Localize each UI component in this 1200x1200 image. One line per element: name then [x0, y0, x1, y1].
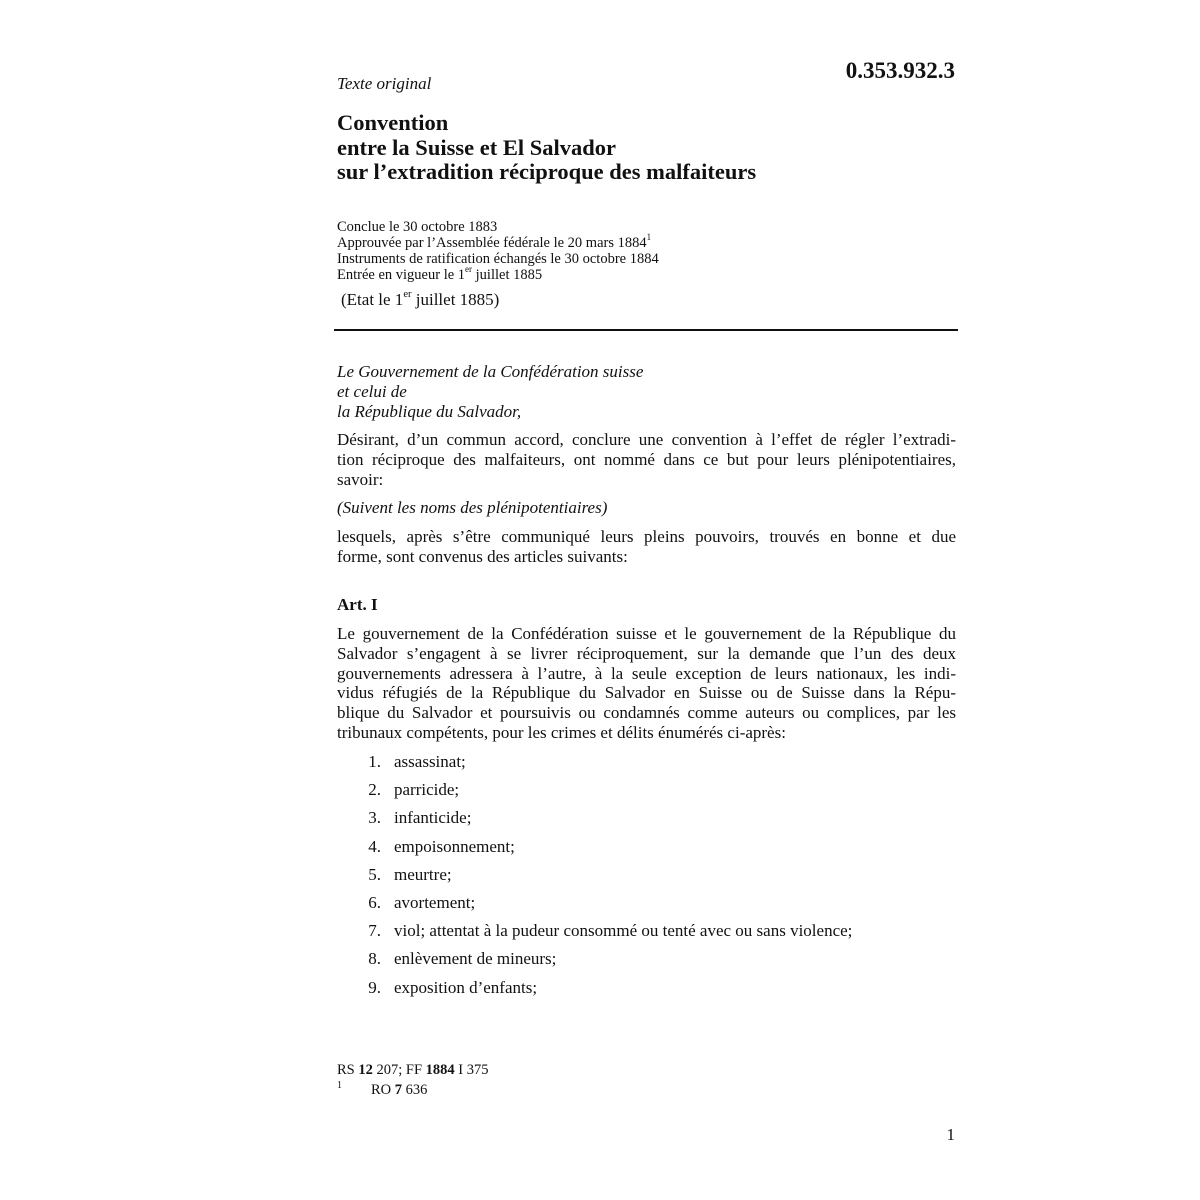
plenipotentiaries-note: (Suivent les noms des plénipotentiaires)	[337, 498, 608, 517]
document-title	[337, 111, 756, 185]
meta-approuvee: Approuvée par l’Assemblée fédérale le 20 mars 1884$^1$	[337, 232, 652, 251]
title-line-3: sur l’extradition réciproque des malfaiteurs	[337, 159, 757, 184]
source-reference: RS 12 207; FF 1884 I 375	[337, 1062, 489, 1078]
meta-instruments: Instruments de ratification échangés le 30 octobre 1884	[337, 251, 659, 267]
footnote-ref-1[interactable]: 1	[646, 232, 652, 243]
etat-date: (Etat le 1er juillet 1885)	[341, 289, 500, 309]
title-line-1: Convention	[337, 110, 449, 135]
footnotes	[337, 1060, 489, 1100]
footnote-1: 1 RO 7 636	[337, 1080, 428, 1098]
meta-entree: Entrée en vigueur le 1er juillet 1885	[337, 264, 543, 283]
document-metadata	[337, 219, 659, 283]
document-page: 0.353.932.3 Texte original Convention entre la Suisse et El Salvador sur l’extradition réciproque des malfaiteurs Conclue le 30 octobre 1883 Approuvée par l’Assemblée fédérale le 20 mars 1884$^1$ Instruments de ratification échangés le 30 octobre 1884 Entrée en vigueur le 1er juillet 1885 (Etat le 1er juillet 1885) Le Gouvernement de la Confédération suisse et celui de la République du Salvador, Désirant, d’un commun accord, conclure une convention à l’effet de régler l’extradi- tion réciproque des malfaiteurs, ont nommé dans ce but pour leurs plénipotentiaires, savoir: (Suivent les noms des plénipotentiaires) lesquels, après s’être communiqué leurs pleins pouvoirs, trouvés en bonne et due forme, sont convenus des articles suivants: Art. I Le gouvernement de la Confédération suisse et le gouvernement de la République du Salvador s’engagent à se livrer réciproquement, sur la demande que l’un des deux gouvernements adressera à l’autre, à la seule exception de leurs nationaux, les indi- vidus réfugiés de la République du Salvador en Suisse ou de Suisse dans la Répu- blique du Salvador et poursuivis ou condamnés comme auteurs ou complices, par les tribunaux compétents, pour les crimes et délits énumérés ci-après: 1. assassinat; 2. parricide; 3. infanticide; 4. empoisonnement; 5. meurtre; 6. avortement; 7. viol; attentat à la pudeur consommé ou tenté avec ou sans violence; 8. enlèvement de mineurs; 9. exposition d’enfants; RS 12 207; FF 1884 I 375 1 RO 7 636 1	[0, 0, 1200, 1200]
lesquels-paragraph: lesquels, après s’être communiqué leurs pleins pouvoirs, trouvés en bonne et due forme, sont convenus des articles suivants:	[337, 527, 956, 566]
page-number: 1	[946, 1125, 955, 1144]
desirant-paragraph: Désirant, d’un commun accord, conclure une convention à l’effet de régler l’extradi- tion réciproque des malfaiteurs, ont nommé dans ce but pour leurs plénipotentiaires, savoir:	[337, 430, 956, 489]
article-heading: Art. I	[337, 595, 378, 614]
header-divider	[334, 329, 958, 331]
title-line-2: entre la Suisse et El Salvador	[337, 134, 616, 160]
texte-original-label: Texte original	[337, 74, 432, 93]
sr-number: 0.353.932.3	[845, 58, 955, 83]
preamble: Le Gouvernement de la Confédération suisse et celui de la République du Salvador,	[337, 362, 644, 421]
meta-conclue: Conclue le 30 octobre 1883	[337, 219, 498, 235]
article-1-paragraph: Le gouvernement de la Confédération suisse et le gouvernement de la République du Salvador s’engagent à se livrer réciproquement, sur la demande que l’un des deux gouvernements adressera à l’autre, à la seule exception de leurs nationaux, les indi- vidus réfugiés de la République du Salvador en Suisse ou de Suisse dans la Répu- blique du Salvador et poursuivis ou condamnés comme auteurs ou complices, par les tribunaux compétents, pour les crimes et délits énumérés ci-après:	[337, 624, 956, 742]
